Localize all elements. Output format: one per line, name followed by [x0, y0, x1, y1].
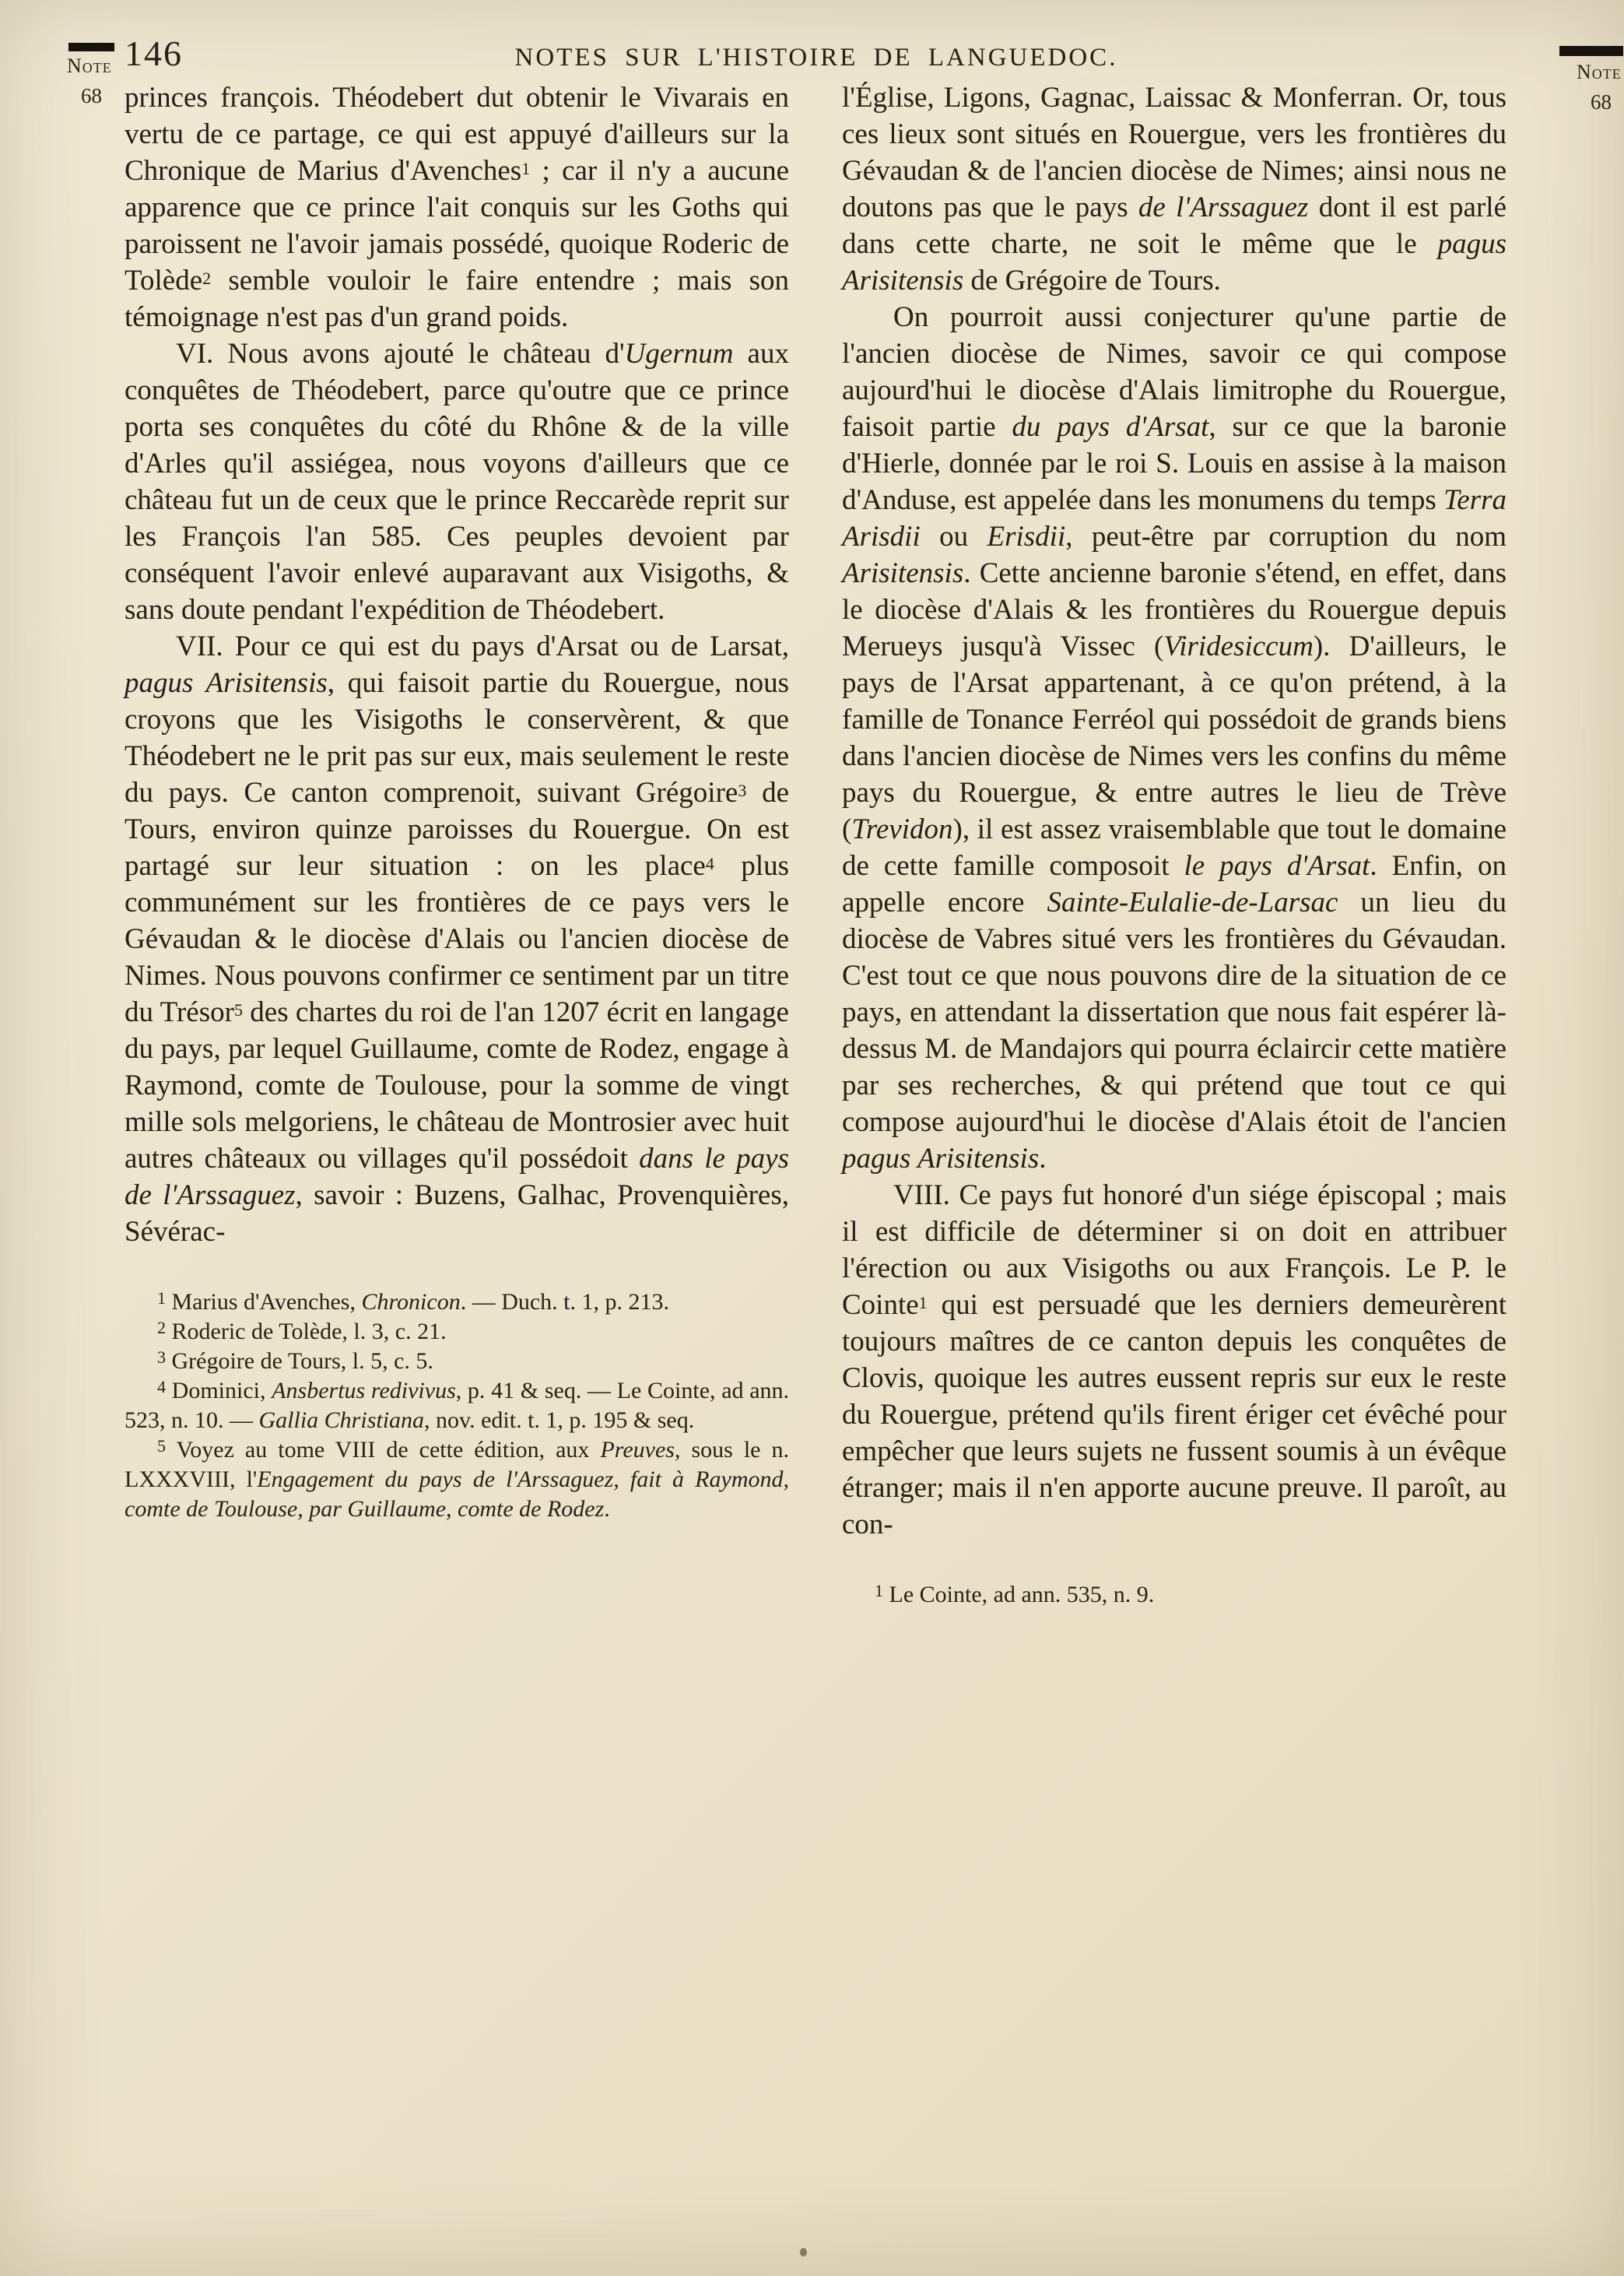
footnote: [125, 1287, 789, 1317]
text-segment: , qui faisoit partie du Rouergue, nous croyons que les Visigoths le conservèrent, & que Théodebert ne le prit pas sur eux, mais seulement le reste du pays. Ce canton comprenoit, suivant Grégoire: [125, 667, 789, 809]
footnote: [125, 1435, 789, 1524]
italic-text-segment: Sainte-Eulalie-de-Larsac: [1047, 887, 1338, 918]
paragraph: [125, 628, 789, 1250]
italic-text-segment: pagus Arisitensis: [842, 1143, 1040, 1175]
italic-text-segment: Gallia Christiana: [258, 1407, 425, 1433]
text-segment: ), il est assez vraisemblable que tout le domaine de cette famille composoit: [842, 813, 1506, 882]
page-number: 146: [125, 33, 183, 73]
footnote-marker: 3: [738, 781, 747, 800]
text-segment: des chartes du roi de l'an 1207 écrit en langage du pays, par lequel Guillaume, comte de Rodez, engage à Raymond, comte de Toulouse, pour la somme de vingt mille sols melgoriens, le château de Montrosier avec huit autres châteaux ou villages qu'il possédoit: [125, 996, 789, 1175]
italic-text-segment: de l'Arssaguez: [1138, 191, 1309, 223]
paragraph: [125, 335, 789, 628]
text-segment: Marius d'Avenches,: [166, 1289, 362, 1315]
column-body: [125, 79, 789, 1250]
footnote-marker: 1: [875, 1581, 883, 1600]
text-segment: un lieu du diocèse de Vabres situé vers les frontières du Gévaudan. C'est tout ce que nous pouvons dire de la situation de ce pays, en attendant la dissertation que nous fait espérer là-dessus M. de Mandajors qui pourra éclaircir cette matière par ses recherches, & qui prétend que tout ce qui compose aujourd'hui le diocèse d'Alais étoit de l'ancien: [842, 887, 1507, 1138]
top-left-rule: [68, 43, 114, 51]
text-segment: , nov. edit. t. 1, p. 195 & seq.: [424, 1407, 695, 1433]
italic-text-segment: Ugernum: [624, 338, 734, 370]
footnote: [125, 1317, 789, 1347]
text-segment: semble vouloir le faire entendre ; mais son témoignage n'est pas d'un grand poids.: [125, 265, 789, 333]
italic-text-segment: Chronicon: [361, 1289, 461, 1315]
text-segment: princes françois. Théodebert dut obtenir le Vivarais en vertu de ce partage, ce qui est appuyé d'ailleurs sur la Chronique de Marius d'Avenches: [125, 82, 789, 187]
page-bottom-mark: [800, 2248, 807, 2257]
margin-note-left: [67, 54, 112, 108]
italic-text-segment: le pays d'Arsat: [1184, 850, 1370, 882]
footnote: [125, 1347, 789, 1376]
text-segment: Roderic de Tolède, l. 3, c. 21.: [166, 1319, 447, 1344]
italic-text-segment: Viridesiccum: [1163, 630, 1314, 662]
text-segment: On pourroit aussi conjecturer qu'une partie de l'ancien diocèse de Nimes, savoir ce qui compose aujourd'hui le diocèse d'Alais limitrophe du Rouergue, faisoit partie: [842, 301, 1506, 443]
text-segment: .: [604, 1496, 610, 1522]
italic-text-segment: du pays d'Arsat: [1012, 411, 1209, 443]
footnote-marker: 5: [157, 1436, 166, 1456]
footnote-marker: 4: [157, 1377, 166, 1396]
text-segment: , sur ce que la baronie d'Hierle, donnée par le roi S. Louis en assise à la maison d'Anduse, est appelée dans les monumens du temps: [842, 411, 1506, 516]
text-segment: Voyez au tome VIII de cette édition, aux: [166, 1437, 601, 1463]
margin-note-right: [1577, 61, 1622, 114]
text-segment: . Enfin, on appelle encore: [842, 850, 1506, 918]
text-segment: l'Église, Ligons, Gagnac, Laissac & Monferran. Or, tous ces lieux sont situés en Rouergue, vers les frontières du Gévaudan & de l'ancien diocèse de Nimes; ainsi nous ne doutons pas que le pays: [842, 82, 1506, 223]
margin-note-number: 68: [81, 84, 102, 107]
footnote-marker: 1: [157, 1288, 166, 1308]
footnote-marker: 1: [918, 1293, 928, 1312]
text-segment: Dominici,: [166, 1378, 272, 1403]
top-right-rule: [1559, 46, 1623, 56]
footnote-marker: 4: [705, 854, 714, 873]
text-segment: . Cette ancienne baronie s'étend, en effet, dans le diocèse d'Alais & les frontières du Rouergue depuis Merueys jusqu'à Vissec (: [842, 557, 1506, 662]
text-segment: , peut-être par corruption du nom: [1065, 521, 1506, 553]
margin-note-number: 68: [1591, 90, 1612, 114]
running-title: NOTES SUR L'HISTOIRE DE LANGUEDOC.: [514, 44, 1118, 72]
italic-text-segment: Arisitensis: [842, 557, 964, 589]
text-segment: VI. Nous avons ajouté le château d': [176, 338, 625, 370]
text-segment: , sous le n. LXXXVIII, l': [125, 1437, 790, 1492]
margin-note-label: Note: [1577, 61, 1622, 83]
text-segment: VII. Pour ce qui est du pays d'Arsat ou de Larsat,: [176, 630, 789, 662]
paragraph: [842, 1177, 1506, 1543]
footnote: [125, 1376, 789, 1435]
text-segment: .: [1039, 1143, 1047, 1175]
text-segment: ou: [920, 521, 987, 553]
text-segment: Grégoire de Tours, l. 5, c. 5.: [166, 1348, 433, 1374]
text-segment: ; car il n'y a aucune apparence que ce prince l'ait conquis sur les Goths qui paroissent ne l'avoir jamais possédé, quoique Roderic de Tolède: [125, 155, 789, 297]
text-segment: aux conquêtes de Théodebert, parce qu'outre que ce prince porta ses conquêtes du côté du Rhône & de la ville d'Arles qu'il assiégea, nous voyons d'ailleurs que ce château fut un de ceux que le prince Reccarède reprit sur les François l'an 585. Ces peuples devoient par conséquent l'avoir enlevé auparavant aux Visigoths, & sans doute pendant l'expédition de Théodebert.: [125, 338, 789, 626]
left-column: [125, 79, 789, 1524]
margin-note-label: Note: [67, 54, 112, 77]
text-segment: , p. 41 & seq. — Le Cointe, ad ann. 523, n. 10. —: [125, 1378, 790, 1433]
footnote-marker: 2: [202, 269, 212, 288]
italic-text-segment: Erisdii: [987, 521, 1066, 553]
italic-text-segment: Ansbertus redivivus: [272, 1378, 456, 1403]
italic-text-segment: Preuves: [600, 1437, 675, 1463]
italic-text-segment: Trevidon: [851, 813, 953, 845]
text-segment: dont il est parlé dans cette charte, ne soit le même que le: [842, 191, 1507, 260]
footnote-marker: 2: [157, 1318, 166, 1337]
italic-text-segment: Terra Arisdii: [842, 484, 1506, 553]
footnote-marker: 3: [157, 1347, 166, 1367]
text-segment: de Grégoire de Tours.: [963, 265, 1221, 297]
footnote-marker: 1: [521, 159, 531, 178]
paragraph: [125, 79, 789, 335]
column-footnotes: [842, 1580, 1506, 1610]
right-column: [842, 79, 1506, 1610]
paragraph: [842, 299, 1506, 1177]
text-segment: qui est persuadé que les derniers demeurèrent toujours maîtres de ce canton depuis les conquêtes de Clovis, quoique les autres eussent repris sur eux le reste du Rouergue, prétend qu'ils firent ériger cet évêché pour empêcher que leurs sujets ne fussent soumis à un évêque étranger; mais il n'en apporte aucune preuve. Il paroît, au con-: [842, 1289, 1506, 1540]
text-segment: de Tours, environ quinze paroisses du Rouergue. On est partagé sur leur situation : on les place: [125, 777, 789, 882]
text-segment: plus communément sur les frontières de ce pays vers le Gévaudan & le diocèse d'Alais ou l'ancien diocèse de Nimes. Nous pouvons confirmer ce sentiment par un titre du Trésor: [125, 850, 790, 1028]
italic-text-segment: dans le pays de l'Arssaguez: [125, 1143, 789, 1211]
text-segment: VIII. Ce pays fut honoré d'un siége épiscopal ; mais il est difficile de déterminer si on doit en attribuer l'érection ou aux Visigoths ou aux François. Le P. le Cointe: [842, 1179, 1506, 1321]
italic-text-segment: Engagement du pays de l'Arssaguez, fait à Raymond, comte de Toulouse, par Guillaume, comte de Rodez: [125, 1466, 789, 1522]
text-segment: . — Duch. t. 1, p. 213.: [460, 1289, 670, 1315]
paragraph: [842, 79, 1506, 299]
footnote-marker: 5: [233, 1000, 243, 1020]
italic-text-segment: pagus Arisitensis: [842, 228, 1506, 297]
column-footnotes: [125, 1287, 789, 1524]
italic-text-segment: pagus Arisitensis: [125, 667, 328, 699]
text-segment: , savoir : Buzens, Galhac, Provenquières, Sévérac-: [125, 1179, 790, 1248]
column-body: [842, 79, 1506, 1543]
text-segment: ). D'ailleurs, le pays de l'Arsat appartenant, à ce qu'on prétend, à la famille de Tonance Ferréol qui possédoit de grands biens dans l'ancien diocèse de Nimes vers les confins du même pays du Rouergue, & entre autres le lieu de Trève (: [842, 630, 1506, 845]
footnote: [842, 1580, 1506, 1610]
text-segment: Le Cointe, ad ann. 535, n. 9.: [883, 1582, 1155, 1607]
